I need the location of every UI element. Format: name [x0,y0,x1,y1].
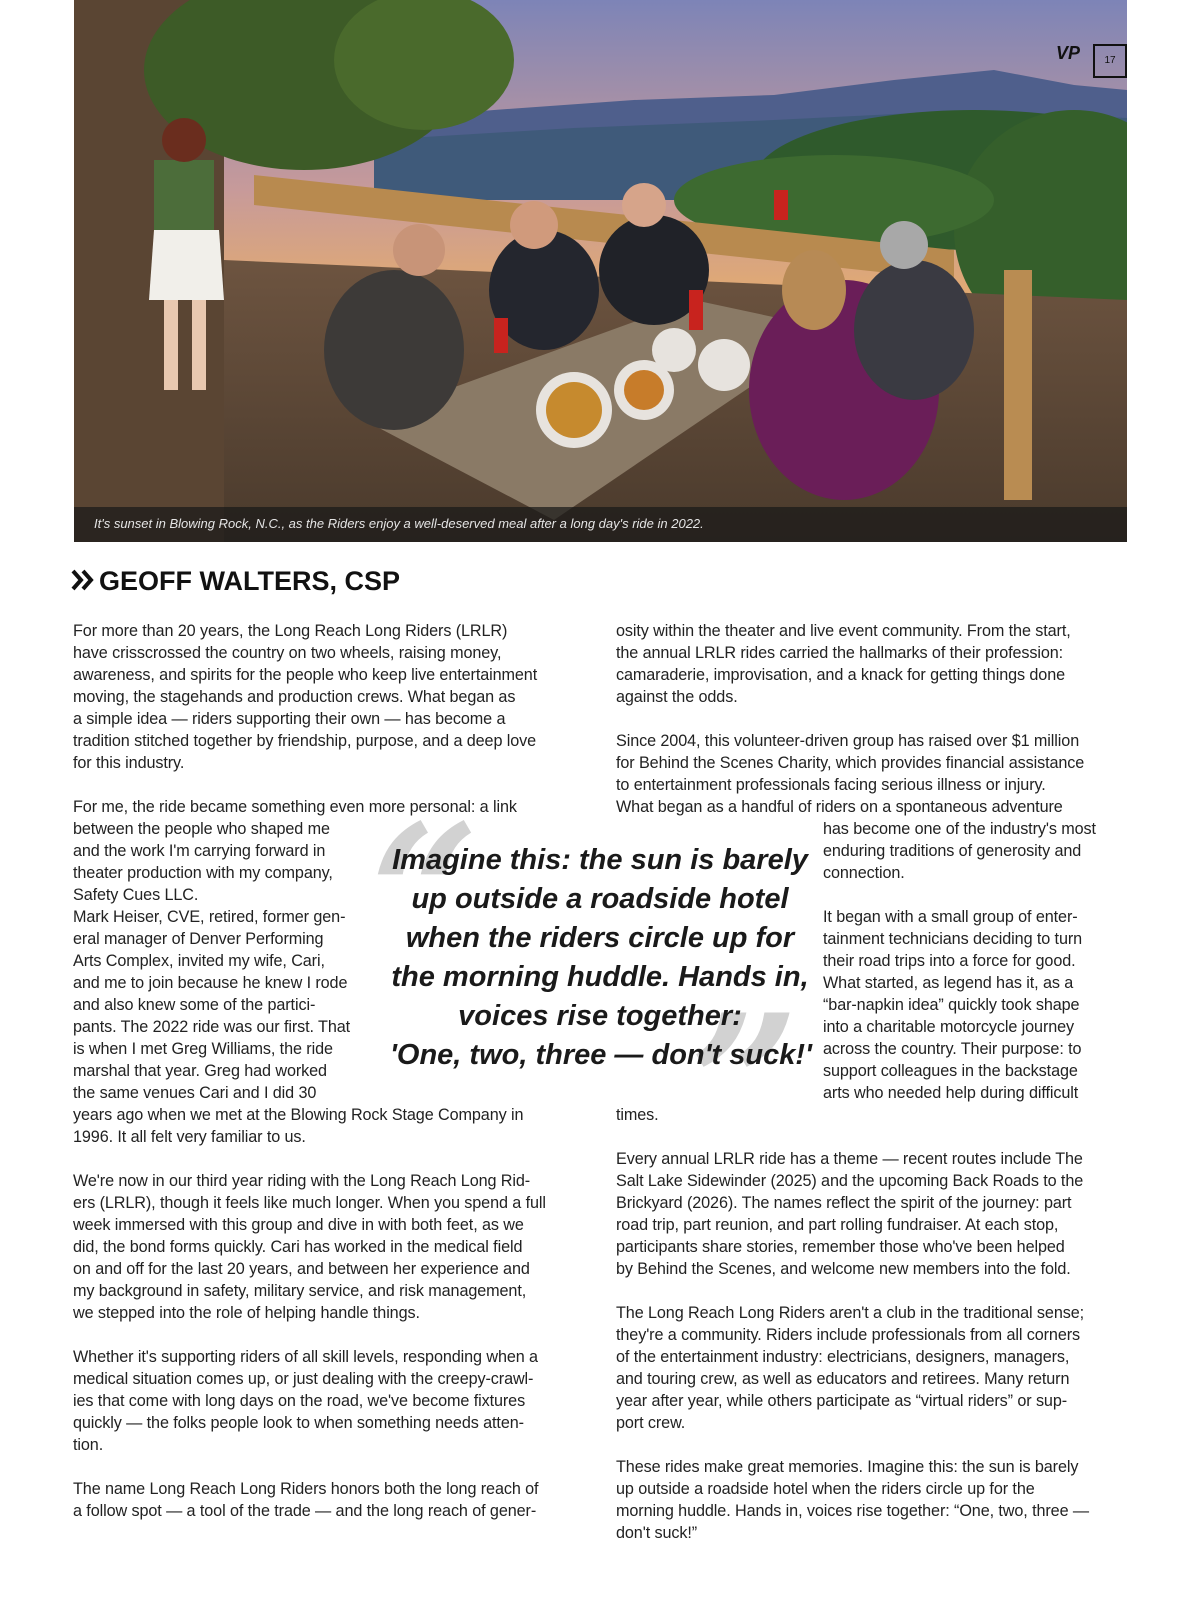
body-line: Whether it's supporting riders of all skill levels, responding when a [73,1348,538,1366]
body-line: has become one of the industry's most [823,820,1096,838]
author-byline [70,566,400,597]
pull-quote-line: Imagine this: the sun is barely [392,844,808,876]
body-line: into a charitable motorcycle journey [823,1018,1075,1036]
hero-photo [74,0,1127,542]
body-line: It began with a small group of enter- [823,908,1078,926]
body-line: ies that come with long days on the road, we've become fixtures [73,1392,526,1410]
body-line: have crisscrossed the country on two wheels, raising money, [73,644,502,662]
body-line: What began as a handful of riders on a spontaneous adventure [616,798,1063,816]
body-line: Every annual LRLR ride has a theme — recent routes include The [616,1150,1083,1168]
body-line: across the country. Their purpose: to [823,1040,1082,1058]
close-quote-mark: ” [690,973,800,1196]
body-line: road trip, part reunion, and part rolling fundraiser. At each stop, [616,1216,1059,1234]
body-line: We're now in our third year riding with the Long Reach Long Rid- [73,1172,531,1190]
body-line: they're a community. Riders include professionals from all corners [616,1326,1081,1344]
body-line: my background in safety, military service, and risk management, [73,1282,527,1300]
body-line: for this industry. [73,754,185,772]
body-line: year after year, while others participate as “virtual riders” or sup- [616,1392,1068,1410]
pull-quote-line: 'One, two, three — don't suck!' [390,1039,812,1071]
body-line: pants. The 2022 ride was our first. That [73,1018,351,1036]
body-line: morning huddle. Hands in, voices rise together: “One, two, three — [616,1502,1089,1520]
body-line: camaraderie, improvisation, and a knack for getting things done [616,666,1066,684]
body-line: for Behind the Scenes Charity, which provides financial assistance [616,754,1085,772]
body-line: between the people who shaped me [73,820,330,838]
body-line: is when I met Greg Williams, the ride [73,1040,333,1058]
body-line: For me, the ride became something even more personal: a link [73,798,517,816]
pull-quote-line: voices rise together: [458,1000,742,1032]
body-line: “bar-napkin idea” quickly took shape [823,996,1080,1014]
body-line: years ago when we met at the Blowing Rock Stage Company in [73,1106,524,1124]
body-line: theater production with my company, [73,864,333,882]
double-chevron-right-icon [70,568,97,592]
body-line: and the work I'm carrying forward in [73,842,326,860]
pull-quote-line: the morning huddle. Hands in, [391,961,809,993]
body-line: arts who needed help during difficult [823,1084,1079,1102]
body-line: Salt Lake Sidewinder (2025) and the upcoming Back Roads to the [616,1172,1084,1190]
body-line: on and off for the last 20 years, and between her experience and [73,1260,530,1278]
body-line: the same venues Cari and I did 30 [73,1084,317,1102]
body-line: a follow spot — a tool of the trade — and the long reach of gener- [73,1502,537,1520]
body-line: enduring traditions of generosity and [823,842,1082,860]
body-line: support colleagues in the backstage [823,1062,1078,1080]
body-line: eral manager of Denver Performing [73,930,324,948]
body-line: a simple idea — riders supporting their own — has become a [73,710,506,728]
body-line: don't suck!” [616,1524,698,1542]
body-line: week immersed with this group and dive in with both feet, as we [73,1216,524,1234]
photo-caption: It's sunset in Blowing Rock, N.C., as the Riders enjoy a well-deserved meal after a long day's ride in 2022. [94,516,704,531]
body-line: did, the bond forms quickly. Cari has worked in the medical field [73,1238,523,1256]
body-line: These rides make great memories. Imagine this: the sun is barely [616,1458,1079,1476]
magazine-logo: VP [1056,43,1081,63]
body-line: tainment technicians deciding to turn [823,930,1083,948]
body-line: Brickyard (2026). The names reflect the spirit of the journey: part [616,1194,1072,1212]
body-line: Arts Complex, invited my wife, Cari, [73,952,325,970]
body-line: ers (LRLR), though it feels like much longer. When you spend a full [73,1194,546,1212]
author-name: GEOFF WALTERS, CSP [99,566,401,596]
photo-caption-bar [74,507,1127,542]
body-line: For more than 20 years, the Long Reach Long Riders (LRLR) [73,622,508,640]
body-line: 1996. It all felt very familiar to us. [73,1128,306,1146]
body-line: we stepped into the role of helping handle things. [73,1304,420,1322]
body-line: against the odds. [616,688,738,706]
body-line: their road trips into a force for good. [823,952,1076,970]
body-line: marshal that year. Greg had worked [73,1062,327,1080]
page-number: 17 [1093,44,1127,78]
body-line: and touring crew, as well as educators and retirees. Many return [616,1370,1070,1388]
pull-quote-line: up outside a roadside hotel [411,883,789,915]
body-line: Safety Cues LLC. [73,886,199,904]
body-line: moving, the stagehands and production crews. What began as [73,688,516,706]
body-line: by Behind the Scenes, and welcome new members into the fold. [616,1260,1071,1278]
body-line: of the entertainment industry: electricians, designers, managers, [616,1348,1070,1366]
body-line: up outside a roadside hotel when the riders circle up for the [616,1480,1035,1498]
body-line: port crew. [616,1414,686,1432]
open-quote-mark: “ [370,783,480,1006]
body-line: participants share stories, remember those who've been helped [616,1238,1065,1256]
sunset-deck-dinner-image [74,0,1127,542]
body-line: medical situation comes up, or just dealing with the creepy-crawl- [73,1370,534,1388]
body-line: connection. [823,864,905,882]
body-line: the annual LRLR rides carried the hallmarks of their profession: [616,644,1064,662]
body-line: What started, as legend has it, as a [823,974,1074,992]
body-line: awareness, and spirits for the people who keep live entertainment [73,666,538,684]
body-line: The Long Reach Long Riders aren't a club in the traditional sense; [616,1304,1085,1322]
body-line: tradition stitched together by friendship, purpose, and a deep love [73,732,537,750]
pull-quote-line: when the riders circle up for [405,922,795,954]
body-line: quickly — the folks people look to when something needs atten- [73,1414,524,1432]
body-line: Mark Heiser, CVE, retired, former gen- [73,908,346,926]
body-line: and me to join because he knew I rode [73,974,348,992]
body-line: to entertainment professionals facing serious illness or injury. [616,776,1046,794]
body-line: times. [616,1106,659,1124]
body-line: Since 2004, this volunteer-driven group has raised over $1 million [616,732,1080,750]
body-line: osity within the theater and live event community. From the start, [616,622,1071,640]
body-line: tion. [73,1436,104,1454]
body-line: The name Long Reach Long Riders honors both the long reach of [73,1480,539,1498]
body-line: and also knew some of the partici- [73,996,316,1014]
